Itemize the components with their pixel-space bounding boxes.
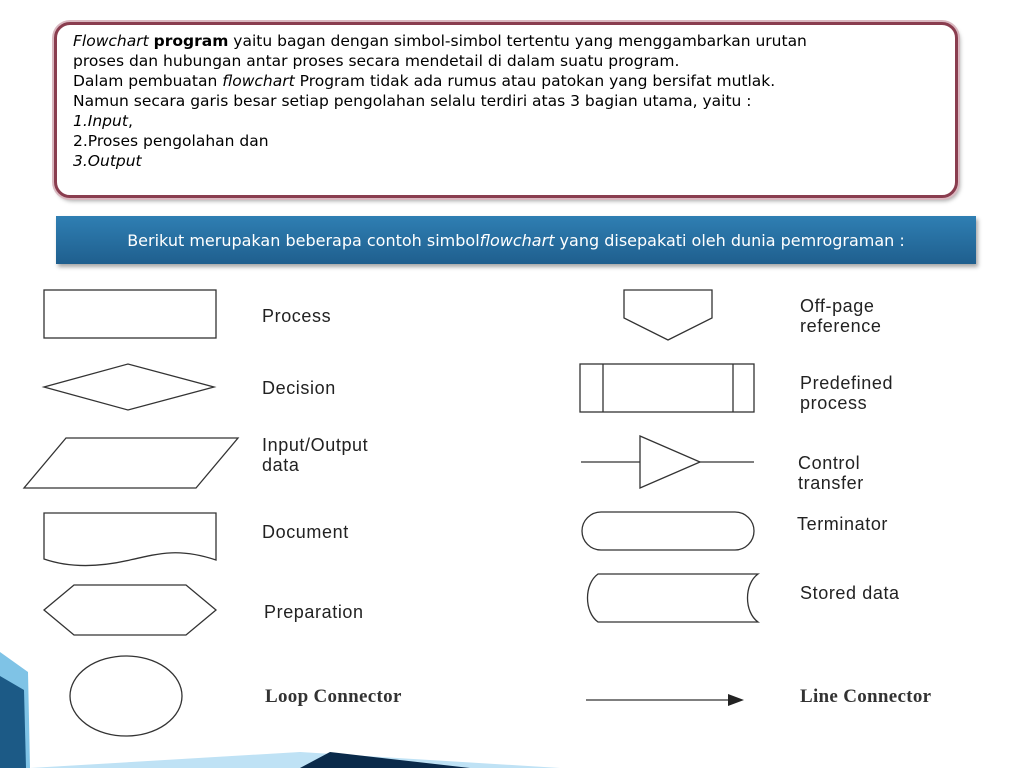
label-control-line-2: transfer bbox=[798, 473, 864, 493]
intro-line-4: Namun secara garis besar setiap pengolahan selalu terdiri atas 3 bagian utama, yaitu : bbox=[73, 92, 752, 110]
label-process: Process bbox=[262, 306, 332, 326]
intro-line-3-end: Program tidak ada rumus atau patokan yang bersifat mutlak. bbox=[294, 72, 776, 90]
bottom-light-band bbox=[30, 752, 560, 768]
banner-text-start: Berikut merupakan beberapa contoh simbol bbox=[127, 230, 480, 250]
intro-item-2: 2.Proses pengolahan dan bbox=[73, 132, 269, 150]
intro-program-term: program bbox=[153, 32, 229, 50]
intro-line-3-term: flowchart bbox=[222, 72, 295, 90]
intro-line-1-text: yaitu bagan dengan simbol-simbol tertentu yang menggambarkan urutan bbox=[228, 32, 807, 50]
label-loop-connector: Loop Connector bbox=[265, 686, 402, 707]
intro-line-2: proses dan hubungan antar proses secara mendetail di dalam suatu program. bbox=[73, 52, 680, 70]
label-decision: Decision bbox=[262, 378, 336, 398]
label-offpage-line-1: Off-page bbox=[800, 296, 875, 316]
intro-item-1-text: 1.Input bbox=[73, 112, 128, 130]
banner-text-end: yang disepakati oleh dunia pemrograman : bbox=[554, 230, 905, 250]
intro-flowchart-term: Flowchart bbox=[73, 32, 149, 50]
intro-line-3-start: Dalam pembuatan bbox=[73, 72, 223, 90]
label-offpage-line-2: reference bbox=[800, 316, 882, 336]
bottom-dark-band bbox=[300, 752, 470, 768]
label-preparation: Preparation bbox=[264, 602, 364, 622]
label-predefined-line-2: process bbox=[800, 393, 868, 413]
label-predefined-line-1: Predefined bbox=[800, 373, 894, 393]
corner-dark-band bbox=[0, 676, 26, 768]
label-document: Document bbox=[262, 522, 349, 542]
label-stored-data: Stored data bbox=[800, 583, 900, 603]
intro-item-3-text: 3.Output bbox=[73, 152, 142, 170]
banner-term: flowchart bbox=[479, 230, 555, 250]
label-io-line-1: Input/Output bbox=[262, 435, 369, 455]
label-line-connector: Line Connector bbox=[800, 686, 932, 707]
label-terminator: Terminator bbox=[797, 514, 889, 534]
intro-item-1-comma: , bbox=[127, 112, 133, 130]
label-io-line-2: data bbox=[262, 455, 300, 475]
label-control-line-1: Control bbox=[798, 453, 861, 473]
